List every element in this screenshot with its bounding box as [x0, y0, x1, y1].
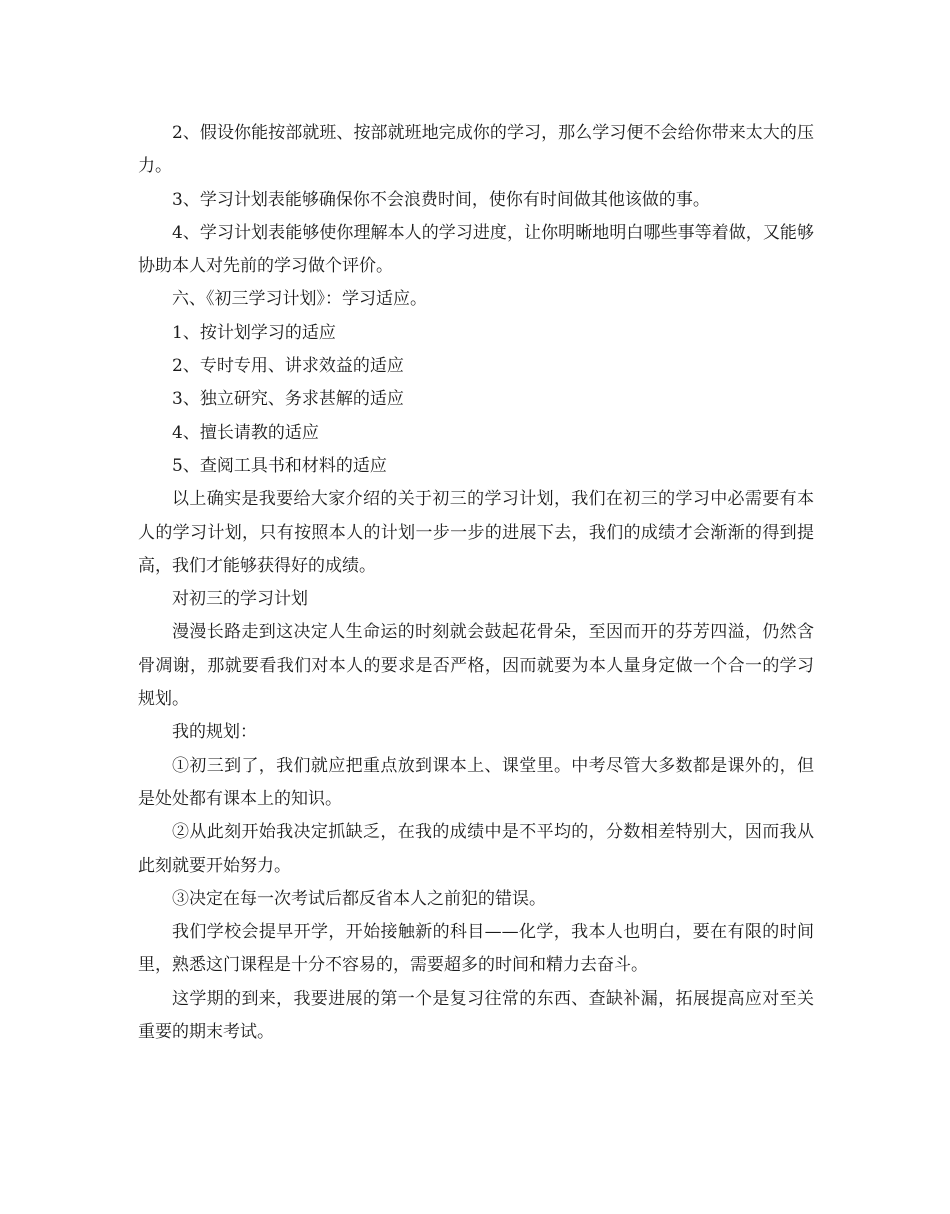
- semester-paragraph: 这学期的到来，我要进展的第一个是复习往常的东西、查缺补漏，拓展提高应对至关重要的期末考试。: [138, 988, 814, 1043]
- summary-paragraph: 以上确实是我要给大家介绍的关于初三的学习计划，我们在初三的学习中必需要有本人的学习计划，只有按照本人的计划一步一步的进展下去，我们的成绩才会渐渐的得到提高，我们才能够获得好的成绩。: [138, 489, 814, 576]
- paragraph-item-4: 4、学习计划表能够使你理解本人的学习进度，让你明晰地明白哪些事等着做，又能够协助本人对先前的学习做个评价。: [138, 222, 814, 277]
- chemistry-paragraph: 我们学校会提早开学，开始接触新的科目——化学，我本人也明白，要在有限的时间里，熟悉这门课程是十分不容易的，需要超多的时间和精力去奋斗。: [138, 922, 814, 976]
- plan-item-1: ①初三到了，我们就应把重点放到课本上、课堂里。中考尽管大多数都是课外的，但是处处都有课本上的知识。: [138, 755, 814, 809]
- list-item-adapt-5: 5、查阅工具书和材料的适应: [172, 455, 387, 476]
- intro-paragraph: 漫漫长路走到这决定人生命运的时刻就会鼓起花骨朵，至因而开的芬芳四溢，仍然含骨凋谢，那就要看我们对本人的要求是否严格，因而就要为本人量身定做一个合一的学习规划。: [138, 622, 814, 710]
- list-item-adapt-4: 4、擅长请教的适应: [172, 422, 319, 443]
- list-item-adapt-2: 2、专时专用、讲求效益的适应: [172, 356, 404, 377]
- list-item-adapt-3: 3、独立研究、务求甚解的适应: [172, 389, 404, 410]
- plan-item-2: ②从此刻开始我决定抓缺乏，在我的成绩中是不平均的，分数相差特别大，因而我从此刻就要开始努力。: [138, 822, 814, 876]
- paragraph-item-3: 3、学习计划表能够确保你不会浪费时间，使你有时间做其他该做的事。: [172, 189, 710, 210]
- document-body: [138, 117, 814, 1049]
- plan-heading: 我的规划：: [172, 722, 257, 743]
- plan-item-3: ③决定在每一次考试后都反省本人之前犯的错误。: [172, 888, 546, 909]
- section-heading-adaptation: 六、《初三学习计划》：学习适应。: [172, 289, 427, 310]
- list-item-adapt-1: 1、按计划学习的适应: [172, 322, 336, 343]
- paragraph-item-2: 2、假设你能按部就班、按部就班地完成你的学习，那么学习便不会给你带来太大的压力。: [138, 123, 814, 177]
- subsection-title: 对初三的学习计划: [172, 589, 308, 610]
